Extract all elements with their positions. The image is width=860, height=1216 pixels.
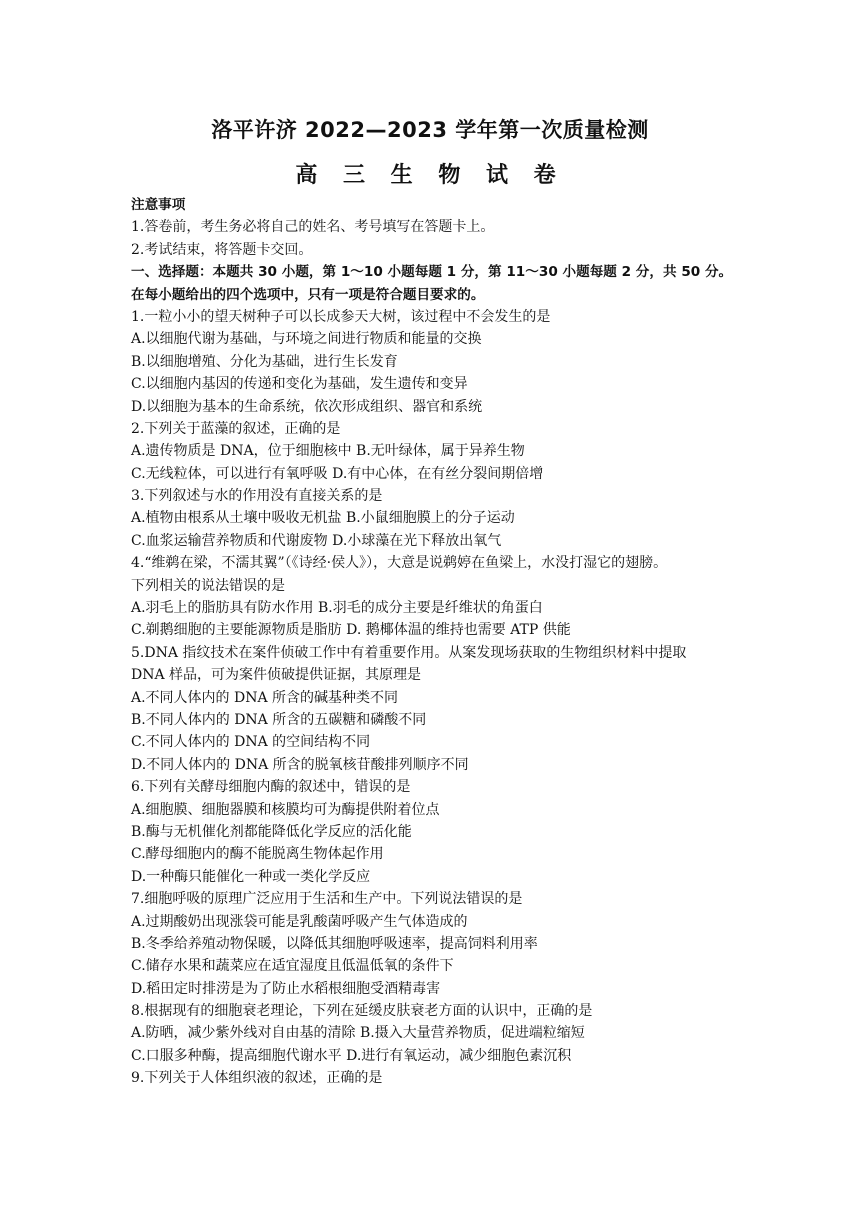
text-line: 3.下列叙述与水的作用没有直接关系的是 (131, 488, 383, 505)
text-line: D.稻田定时排涝是为了防止水稻根细胞受酒精毒害 (131, 980, 441, 997)
text-line: C.储存水果和蔬菜应在适宜湿度且低温低氧的条件下 (131, 958, 454, 975)
text-line: 注意事项 (131, 197, 186, 213)
text-line: D.一种酶只能催化一种或一类化学反应 (131, 868, 371, 885)
text-line: D.不同人体内的 DNA 所含的脱氧核苷酸排列顺序不同 (131, 756, 469, 773)
text-line: A.过期酸奶出现涨袋可能是乳酸菌呼吸产生气体造成的 (131, 913, 468, 930)
text-line: B.不同人体内的 DNA 所含的五碳糖和磷酸不同 (131, 711, 427, 728)
exam-subtitle: 高 三 生 物 试 卷 (295, 163, 565, 188)
text-line: C.酵母细胞内的酶不能脱离生物体起作用 (131, 846, 384, 863)
text-line: 5.DNA 指纹技术在案件侦破工作中有着重要作用。从案发现场获取的生物组织材料中提取 (131, 644, 687, 661)
text-line: 9.下列关于人体组织液的叙述，正确的是 (131, 1070, 383, 1087)
text-line: 1.答卷前，考生务必将自己的姓名、考号填写在答题卡上。 (131, 219, 495, 236)
text-line: A.遗传物质是 DNA，位于细胞核中 B.无叶绿体，属于异养生物 (131, 443, 525, 460)
text-line: C.无线粒体，可以进行有氧呼吸 D.有中心体，在有丝分裂间期倍增 (131, 465, 544, 482)
text-line: 4.“维鹈在梁，不濡其翼”（《诗经·侯人》），大意是说鹈婷在鱼梁上，水没打湿它的翅膀。 (131, 555, 668, 572)
text-line: C.剃鹅细胞的主要能源物质是脂肪 D. 鹅椰体温的维持也需要 ATP 供能 (131, 622, 571, 639)
text-line: 7.细胞呼吸的原理广泛应用于生活和生产中。下列说法错误的是 (131, 891, 523, 908)
text-line: A.细胞膜、细胞器膜和核膜均可为酶提供附着位点 (131, 801, 440, 818)
text-line: 一、选择题：本题共 30 小题，第 1～10 小题每题 1 分，第 11～30 小题每题 2 分，共 50 分。 (131, 264, 733, 281)
text-line: D.以细胞为基本的生命系统，依次形成组织、器官和系统 (131, 398, 483, 415)
text-line: A.不同人体内的 DNA 所含的碱基种类不同 (131, 689, 399, 706)
text-line: B.冬季给养殖动物保暖，以降低其细胞呼吸速率，提高饲料利用率 (131, 935, 538, 952)
text-line: 1.一粒小小的望天树种子可以长成参天大树，该过程中不会发生的是 (131, 308, 551, 325)
text-line: 下列相关的说法错误的是 (131, 577, 285, 594)
text-line: C.血浆运输营养物质和代谢废物 D.小球藻在光下释放出氧气 (131, 532, 502, 549)
text-line: C.不同人体内的 DNA 的空间结构不同 (131, 734, 371, 751)
text-line: 2.下列关于蓝藻的叙述，正确的是 (131, 420, 341, 437)
text-line: 6.下列有关酵母细胞内酶的叙述中，错误的是 (131, 779, 411, 796)
text-line: B.以细胞增殖、分化为基础，进行生长发育 (131, 353, 398, 370)
text-line: C.口服多种酶，提高细胞代谢水平 D.进行有氧运动，减少细胞色素沉积 (131, 1047, 572, 1064)
text-line: 在每小题给出的四个选项中，只有一项是符合题目要求的。 (131, 286, 485, 303)
exam-body (131, 194, 741, 1090)
exam-title: 洛平许济 2022—2023 学年第一次质量检测 (211, 118, 649, 142)
text-line: C.以细胞内基因的传递和变化为基础，发生遗传和变异 (131, 376, 468, 393)
text-line: A.羽毛上的脂肪具有防水作用 B.羽毛的成分主要是纤维状的角蛋白 (131, 600, 543, 617)
text-line: A.以细胞代谢为基础，与环境之间进行物质和能量的交换 (131, 331, 482, 348)
text-line: 8.根据现有的细胞衰老理论，下列在延缓皮肤衰老方面的认识中，正确的是 (131, 1003, 593, 1020)
text-line: A.植物由根系从土壤中吸收无机盐 B.小鼠细胞膜上的分子运动 (131, 510, 515, 527)
text-line: DNA 样品，可为案件侦破提供证据，其原理是 (131, 667, 422, 684)
text-line: A.防晒，减少紫外线对自由基的清除 B.摄入大量营养物质，促进端粒缩短 (131, 1025, 585, 1042)
text-line: B.酶与无机催化剂都能降低化学反应的活化能 (131, 823, 412, 840)
text-line: 2.考试结束，将答题卡交回。 (131, 241, 313, 258)
